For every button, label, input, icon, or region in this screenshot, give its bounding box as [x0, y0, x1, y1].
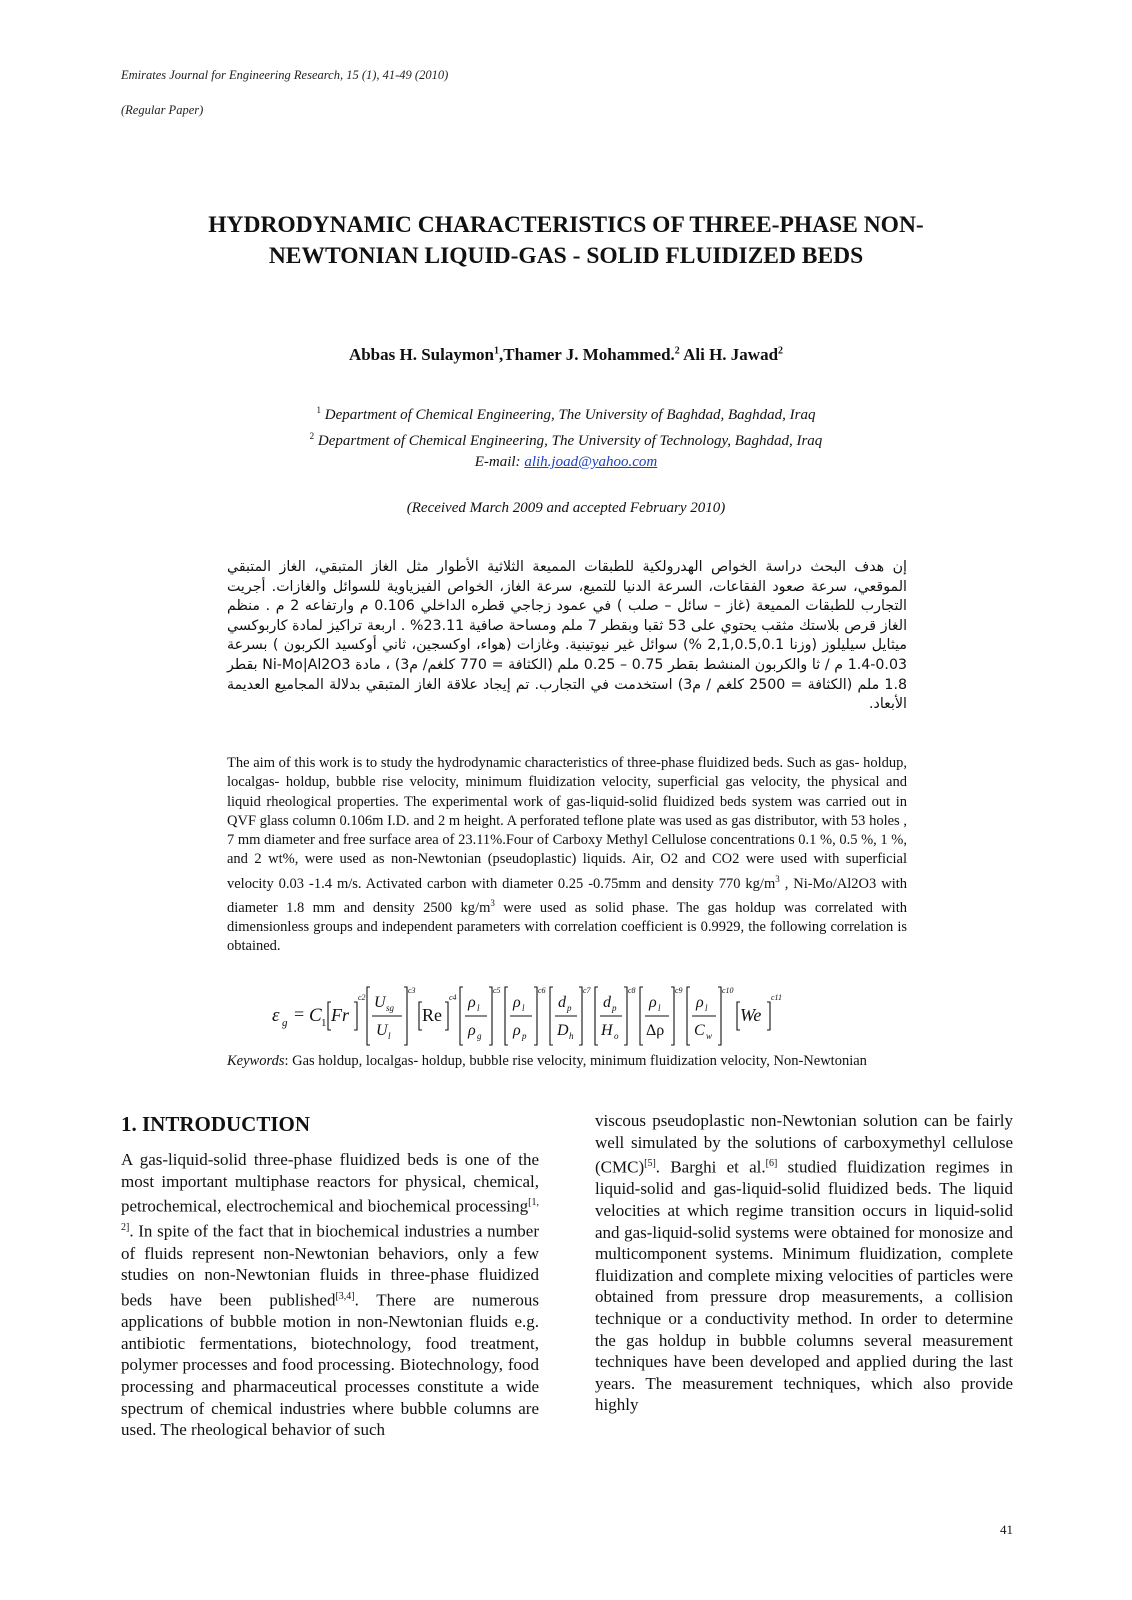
english-abstract: [227, 754, 907, 957]
citation-5: [5]: [644, 1158, 656, 1170]
eq-rg-den: ρ: [468, 1022, 476, 1039]
arabic-abstract: [227, 558, 907, 715]
eq-dh-den-sub: h: [569, 1031, 574, 1041]
page-number: 41: [1000, 1522, 1013, 1537]
eq-cw-den: C: [694, 1022, 705, 1039]
intro-left-text-2: . In spite of the fact that in biochemical industries a number of fluids represent non-Newtonian behaviors, only a few studies on non-Newtonian fluids in three-phase fluidized beds have been published: [121, 1222, 539, 1310]
intro-right-text-1: viscous pseudoplastic non-Newtonian solution can be fairly well simulated by the solutions of carboxymethyl cellulose (CMC): [595, 1111, 1013, 1177]
affiliation-1-num: 1: [316, 405, 321, 415]
eq-dh-den: D: [557, 1022, 569, 1039]
affiliation-2: [0, 426, 1132, 452]
eq-equals: =: [294, 1004, 305, 1024]
eq-exp-c2: c2: [358, 993, 366, 1002]
affiliation-1: [0, 400, 1132, 426]
eq-epsilon-sub: g: [282, 1017, 288, 1029]
eq-rp-den-sub: p: [522, 1031, 527, 1041]
eq-exp-c8: c8: [628, 986, 636, 995]
citation-1-2: [1, 2]: [121, 1197, 539, 1234]
eq-cw-num: ρ: [696, 994, 704, 1011]
eq-rg-num-sub: l: [477, 1003, 480, 1013]
eq-exp-c5: c5: [493, 986, 501, 995]
eq-dr-num-sub: l: [658, 1003, 661, 1013]
author-2: ,Thamer J. Mohammed.: [498, 345, 675, 364]
keywords: [227, 1052, 907, 1071]
abstract-text-1: The aim of this work is to study the hydrodynamic characteristics of three-phase fluidized beds. Such as gas- holdup, localgas- holdup, bubble rise velocity, minimum fluidization velocity, superficial gas velocity, the physical and liquid rheological properties. The experimental work of gas-liquid-solid fluidized beds system was carried out in QVF glass column 0.106m I.D. and 2 m height. A perforated teflone plate was used as gas distributor, with 53 holes , 7 mm diameter and free surface area of 23.11%.Four of Carboxy Methyl Cellulose concentrations 0.1 %, 0.5 %, 1 %, and 2 wt%, were used as non-Newtonian (pseudoplastic) liquids. Air, O2 and CO2 were used with superficial velocity 0.03 -1.4 m/s. Activated carbon with diameter 0.25 -0.75mm and density 770 kg/m: [227, 755, 907, 892]
eq-c1-sub: 1: [321, 1017, 327, 1029]
eq-exp-c9: c9: [675, 986, 683, 995]
eq-fr: Fr: [331, 1005, 349, 1025]
eq-exp-c4: c4: [449, 993, 457, 1002]
eq-exp-c11: c11: [771, 993, 782, 1002]
paper-type: (Regular Paper): [121, 103, 204, 117]
introduction-right-column: [595, 1110, 1013, 1416]
abstract-sup-1: 3: [775, 873, 780, 884]
author-1: Abbas H. Sulaymon: [348, 345, 494, 364]
arabic-abstract-text: إن هدف البحث دراسة الخواص الهدرولكية للطبقات المميعة الثلاثية الأطوار مثل الغاز المتبقي، الغاز المتبقي الموقعي، سرعة صعود الفقاعات، السرعة الدنيا للتميع، سرعة الغاز، الخواص الفيزياوية للسوائل والغازات. أجريت التجارب للطبقات المميعة (غاز – سائل – صلب ) في عمود زجاجي قطره الداخلي 0.106 م وارتفاعه 2 م . منظم الغاز قرص بلاستك مثقب يحتوي على 53 ثقبا وبقطر 7 ملم ومساحة صافية 23.11% . اربعة تراكيز لمادة كاربوكسي ميثايل سيليلوز (وزنا 2,1,0.5,0.1 %) سوائل غير نيوتينية. وغازات (هواء، اوكسجين، ثاني أوكسيد الكربون ) بسرعة 0.03-1.4 م / ثا والكربون المنشط بقطر 0.75 – 0.25 ملم (الكثافة = 770 كلغم/ م3) ، مادة Ni-Mo|Al2O3 بقطر 1.8 ملم (الكثافة = 2500 كلغم / م3) استخدمت في التجارب. تم إيجاد علاقة الغاز المتبقي بدلالة المجاميع العديمة الأبعاد.: [227, 559, 908, 713]
keywords-text: : Gas holdup, localgas- holdup, bubble rise velocity, minimum fluidization velocity, Non-Newtonian: [284, 1053, 867, 1069]
email-link[interactable]: alih.joad@yahoo.com: [524, 454, 658, 470]
eq-rg-den-sub: g: [477, 1031, 482, 1041]
affiliation-2-text: Department of Chemical Engineering, The University of Technology, Baghdad, Iraq: [314, 433, 823, 449]
eq-rp-den: ρ: [513, 1022, 521, 1039]
author-2-affil: 2: [674, 345, 680, 357]
eq-ho-den: H: [601, 1022, 613, 1039]
eq-rp-num: ρ: [513, 994, 521, 1011]
paper-title: [110, 210, 1022, 272]
author-list: [0, 345, 1132, 365]
eq-ho-num-sub: p: [612, 1003, 617, 1013]
title-line-2: NEWTONIAN LIQUID-GAS - SOLID FLUIDIZED BEDS: [268, 243, 864, 269]
abstract-text-3: were used as solid phase. The gas holdup was correlated with dimensionless groups and independent parameters with correlation coefficient is 0.9929, the following correlation is obtained.: [227, 899, 907, 955]
eq-epsilon: ε: [272, 1005, 280, 1026]
abstract-sup-2: 3: [490, 897, 495, 908]
eq-cw-num-sub: l: [705, 1003, 708, 1013]
affiliation-1-text: Department of Chemical Engineering, The University of Baghdad, Baghdad, Iraq: [320, 407, 816, 423]
intro-right-text-2: . Barghi et al.: [655, 1157, 766, 1177]
journal-citation: Emirates Journal for Engineering Research, 15 (1), 41-49 (2010): [121, 68, 449, 82]
section-heading-introduction: 1. INTRODUCTION: [121, 1112, 311, 1136]
eq-dh-num: d: [558, 994, 566, 1011]
eq-usg-num: U: [374, 994, 386, 1011]
eq-exp-c6: c6: [538, 986, 546, 995]
citation-3-4: [3,4]: [335, 1290, 355, 1302]
email-label: E-mail:: [474, 454, 525, 470]
gas-holdup-correlation-equation: [270, 985, 870, 1047]
eq-rg-num: ρ: [468, 994, 476, 1011]
eq-we: We: [740, 1005, 762, 1025]
introduction-left-column: [121, 1149, 539, 1441]
email-line: [0, 452, 1132, 473]
author-3-affil: 2: [778, 345, 784, 357]
eq-usg-den: U: [376, 1022, 388, 1039]
keywords-label: Keywords: [227, 1053, 285, 1069]
eq-exp-c7: c7: [583, 986, 591, 995]
intro-left-text-3: . There are numerous applications of bubble motion in non-Newtonian fluids e.g. antibiotic fermentations, biotechnology, food treatment, polymer processes and food processing. Biotechnology, food processing and pharmaceutical processes constitute a wide spectrum of chemical industries where bubble columns are used. The rheological behavior of such: [121, 1290, 539, 1440]
author-1-affil: 1: [493, 345, 499, 357]
author-3: Ali H. Jawad: [679, 345, 779, 364]
eq-ho-den-sub: o: [614, 1031, 619, 1041]
eq-re: Re: [422, 1005, 442, 1025]
abstract-text-2: , Ni-Mo/Al2O3 with diameter 1.8 mm and density 2500 kg/m: [227, 875, 908, 916]
eq-dr-num: ρ: [649, 994, 657, 1011]
eq-exp-c3: c3: [408, 986, 416, 995]
title-line-1: HYDRODYNAMIC CHARACTERISTICS OF THREE-PHASE NON-: [208, 212, 924, 238]
intro-right-text-3: studied fluidization regimes in liquid-solid and gas-liquid-solid fluidized beds. The liquid velocities at which regime transition occurs in liquid-solid and gas-liquid-solid systems were obtained for monosize and multicomponent systems. Minimum fluidization, complete fluidization and complete mixing velocities of particles were obtained from pressure drop measurements, a collision technique or a conductivity method. In order to determine the gas holdup in bubble columns several measurement techniques have been developed and applied during the last years. The measurement techniques, which also provide highly: [595, 1157, 1014, 1415]
citation-6: [6]: [765, 1158, 778, 1170]
eq-rp-num-sub: l: [522, 1003, 525, 1013]
eq-dr-den: Δρ: [646, 1022, 665, 1039]
affiliation-2-num: 2: [309, 431, 315, 441]
eq-c1: C: [309, 1005, 322, 1026]
eq-usg-num-sub: sg: [386, 1003, 395, 1013]
eq-exp-c10: c10: [722, 986, 734, 995]
affiliations: [0, 400, 1132, 473]
intro-left-text-1: A gas-liquid-solid three-phase fluidized beds is one of the most important multiphase reactors for physical, chemical, petrochemical, electrochemical and biochemical processing: [121, 1150, 539, 1216]
eq-cw-den-sub: w: [706, 1031, 713, 1041]
eq-usg-den-sub: l: [388, 1031, 391, 1041]
received-dates: (Received March 2009 and accepted February 2010): [406, 500, 726, 516]
eq-dh-num-sub: p: [567, 1003, 572, 1013]
eq-ho-num: d: [603, 994, 611, 1011]
